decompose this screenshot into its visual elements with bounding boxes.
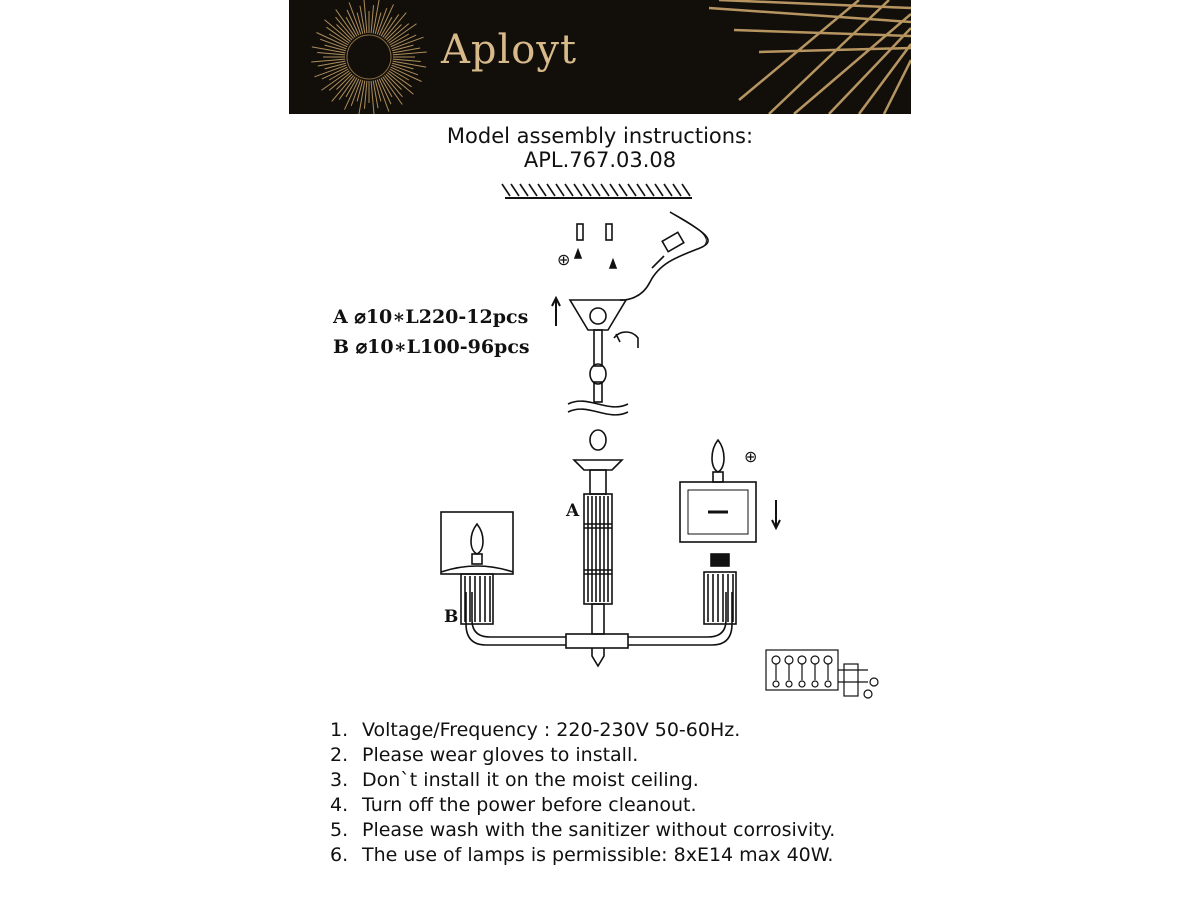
note-item: 2. Please wear gloves to install. — [330, 744, 639, 766]
model-number: APL.767.03.08 — [523, 148, 677, 172]
note-item: 3. Don`t install it on the moist ceiling. — [330, 769, 699, 791]
document-title: Model assembly instructions: — [446, 124, 754, 148]
brand-logo-text: Aployt — [441, 27, 578, 73]
ceiling-hatch — [502, 184, 692, 198]
part-a-text: ⌀10∗L220-12pcs — [354, 306, 529, 328]
hook-icon — [614, 332, 638, 348]
svg-text:⊕: ⊕ — [557, 250, 571, 269]
wiring-schematic — [766, 650, 878, 698]
mounting-screws — [557, 224, 616, 269]
label-b: B — [444, 607, 459, 627]
central-column — [574, 460, 622, 634]
ceiling-canopy — [570, 300, 626, 330]
up-arrow-icon — [552, 298, 560, 326]
instruction-notes — [330, 718, 835, 868]
down-arrow-icon — [772, 500, 780, 528]
note-item: 5. Please wash with the sanitizer without corrosivity. — [330, 819, 836, 841]
right-bulb-icon — [712, 440, 724, 472]
left-lampshade — [441, 512, 513, 574]
note-item: 6. The use of lamps is permissible: 8xE14 max 40W. — [330, 844, 834, 866]
right-lampshade — [680, 440, 780, 542]
svg-text:⊕: ⊕ — [744, 447, 758, 466]
part-b-letter: B — [333, 336, 350, 358]
suspension-chain — [568, 330, 628, 450]
label-a: A — [566, 501, 580, 521]
terminal-block — [662, 232, 684, 251]
left-candle-cup — [461, 574, 493, 624]
chandelier-arms — [466, 592, 732, 666]
part-b-text: ⌀10∗L100-96pcs — [355, 336, 530, 358]
left-bulb-icon — [471, 524, 483, 554]
note-item: 4. Turn off the power before cleanout. — [330, 794, 697, 816]
part-a-letter: A — [333, 306, 348, 328]
note-item: 1. Voltage/Frequency : 220-230V 50-60Hz. — [330, 719, 741, 741]
